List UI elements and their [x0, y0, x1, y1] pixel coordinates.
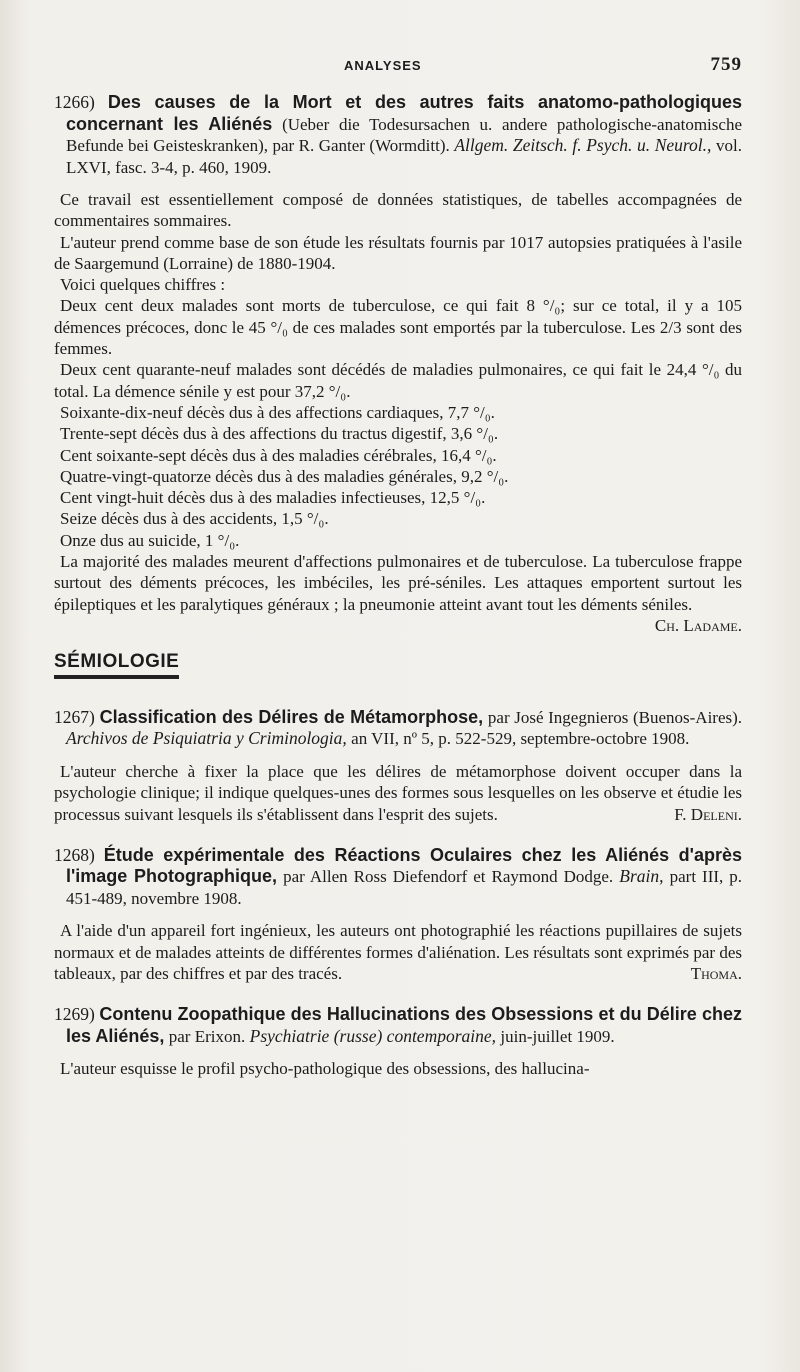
- author-signature: Thoma.: [690, 963, 742, 983]
- entry-citation: part III, p. 451-489, novembre 1908.: [66, 867, 742, 908]
- entry-number: 1266): [54, 92, 95, 112]
- entry-reference: (Ueber die Todesursachen u. andere pathologische-anatomische Befunde bei Geisteskranken), par R. Ganter (Wormditt).: [66, 114, 742, 155]
- section-title: SÉMIOLOGIE: [54, 651, 179, 679]
- entry-1269-heading: [54, 1004, 742, 1047]
- entry-reference: par Erixon.: [168, 1026, 246, 1046]
- entry-journal: Psychiatrie (russe) contemporaine,: [249, 1025, 497, 1046]
- entry-reference: par Allen Ross Diefendorf et Raymond Dodge.: [283, 867, 614, 887]
- author-signature: Ch. Ladame.: [654, 615, 742, 635]
- entry-1268-heading: [54, 845, 742, 910]
- paragraph-text: La majorité des malades meurent d'affections pulmonaires et de tuberculose. La tuberculose frappe surtout des déments précoces, les imbéciles, les pré-séniles. Les attaques emportent surtout les épileptiques et les paralytiques généraux ; la pneumonie atteint avant tout les déments séniles.: [54, 552, 742, 614]
- running-title: ANALYSES: [344, 58, 422, 73]
- paragraph: Ce travail est essentiellement composé de données statistiques, de tabelles accompagnées de commentaires sommaires.: [54, 190, 742, 231]
- entry-reference: par José Ingegnieros (Buenos-Aires).: [487, 707, 743, 727]
- paragraph: Deux cent quarante-neuf malades sont décédés de maladies pulmonaires, ce qui fait le 24,4 °/₀ du total. La démence sénile y est pour 37,2 °/₀.: [54, 360, 742, 401]
- paragraph-with-signature: [54, 551, 742, 635]
- entry-title: Classification des Délires de Métamorphose,: [99, 706, 484, 727]
- spacer: [54, 984, 742, 996]
- paragraph: Cent soixante-sept décès dus à des maladies cérébrales, 16,4 °/₀.: [60, 445, 497, 465]
- entry-number: 1269): [54, 1004, 95, 1025]
- entry-title: Des causes de la Mort et des autres faits anatomo-pathologiques concernant les Aliénés: [66, 92, 743, 134]
- page-number: 759: [710, 54, 742, 75]
- paragraph: Quatre-vingt-quatorze décès dus à des maladies générales, 9,2 °/₀.: [60, 466, 509, 486]
- paragraph: Voici quelques chiffres :: [60, 275, 226, 295]
- entry-journal: Brain,: [619, 866, 664, 887]
- paragraph-text: A l'aide d'un appareil fort ingénieux, les auteurs ont photographié les réactions pupillaires de sujets normaux et de malades atteints de différentes formes d'aliénation. Les résultats sont exprimés par des tableaux, par des chiffres et par des tracés.: [54, 921, 742, 983]
- entry-citation: an VII, nº 5, p. 522-529, septembre-octobre 1908.: [351, 729, 690, 749]
- entry-journal: Allgem. Zeitsch. f. Psych. u. Neurol.,: [454, 135, 712, 155]
- running-head: [54, 54, 742, 84]
- spacer: [54, 825, 742, 837]
- paragraph: Deux cent deux malades sont morts de tuberculose, ce qui fait 8 °/₀; sur ce total, il y a 105 démences précoces, donc le 45 °/₀ de ces malades sont emportés par la tuberculose. Les 2/3 sont des femmes.: [54, 296, 742, 359]
- entry-citation: vol. LXVI, fasc. 3-4, p. 460, 1909.: [66, 136, 742, 177]
- paragraph-with-signature: [54, 920, 742, 984]
- entry-number: 1267): [54, 706, 95, 727]
- paragraph: Cent vingt-huit décès dus à des maladies infectieuses, 12,5 °/₀.: [60, 488, 486, 508]
- paragraph: L'auteur prend comme base de son étude les résultats fournis par 1017 autopsies pratiquées à l'asile de Saargemund (Lorraine) de 1880-1904.: [54, 232, 742, 273]
- entry-title: Étude expérimentale des Réactions Oculaires chez les Aliénés d'après l'image Photographique,: [66, 844, 742, 887]
- author-signature: F. Deleni.: [674, 804, 742, 824]
- entry-title: Contenu Zoopathique des Hallucinations des Obsessions et du Délire chez les Aliénés,: [66, 1004, 743, 1046]
- entry-1267-heading: [54, 707, 742, 750]
- paragraph: Trente-sept décès dus à des affections du tractus digestif, 3,6 °/₀.: [60, 424, 499, 444]
- paragraph: Soixante-dix-neuf décès dus à des affections cardiaques, 7,7 °/₀.: [60, 402, 495, 422]
- paragraph: Seize décès dus à des accidents, 1,5 °/₀.: [60, 509, 329, 529]
- paragraph: Onze dus au suicide, 1 °/₀.: [60, 530, 240, 550]
- paragraph: L'auteur esquisse le profil psycho-pathologique des obsessions, des hallucina-: [60, 1059, 590, 1079]
- paragraph-text: L'auteur cherche à fixer la place que les délires de métamorphose doivent occuper dans la psychologie clinique; il indique quelques-unes des formes sous lesquelles on les observe et étudie les processus suivant lesquels ils s'établissent dans l'esprit des sujets.: [54, 761, 742, 824]
- section-heading-wrap: [54, 615, 742, 699]
- entry-1266-heading: [54, 92, 742, 178]
- entry-number: 1268): [54, 844, 95, 865]
- entry-journal: Archivos de Psiquiatria y Criminologia,: [66, 728, 347, 749]
- paragraph-with-signature: [54, 761, 742, 825]
- entry-citation: juin-juillet 1909.: [500, 1026, 615, 1046]
